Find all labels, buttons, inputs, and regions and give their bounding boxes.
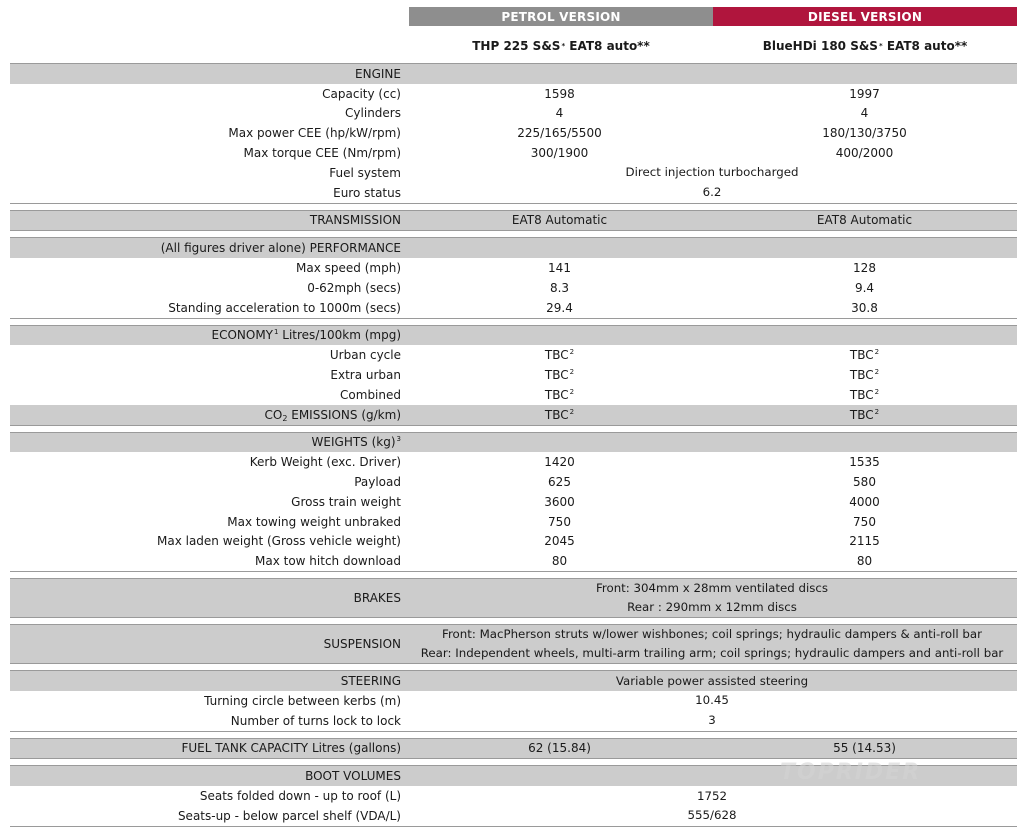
petrol-value — [407, 408, 712, 422]
petrol-value: 62 (15.84) — [528, 741, 591, 756]
petrol-value: 1598 — [544, 86, 575, 101]
spec-label: Max towing weight unbraked — [227, 514, 401, 529]
diesel-value: 80 — [856, 554, 873, 569]
transmission-heading: TRANSMISSION — [309, 213, 401, 228]
diesel-model-name: BlueHDi 180 S&S * EAT8 auto** — [762, 39, 968, 53]
co2-heading — [10, 408, 407, 422]
petrol-value: 225/165/5500 — [517, 126, 602, 141]
diesel-value — [712, 388, 1017, 402]
petrol-value: 80 — [551, 554, 568, 569]
shared-value: 6.2 — [702, 185, 722, 200]
footnote-sup: 3 — [396, 435, 401, 444]
weights-section — [10, 432, 1017, 573]
spec-row — [10, 143, 1017, 163]
brakes-row — [10, 579, 1017, 617]
spec-label: Max tow hitch download — [255, 554, 401, 569]
value-text: TBC — [849, 368, 874, 383]
spec-label: Kerb Weight (exc. Driver) — [249, 455, 401, 470]
spec-row — [10, 492, 1017, 512]
section-heading-row — [10, 433, 1017, 453]
spec-label: Number of turns lock to lock — [230, 713, 401, 728]
shared-value: 555/628 — [687, 808, 737, 823]
footnote-sup: 1 — [274, 328, 279, 337]
petrol-value: 8.3 — [549, 280, 570, 295]
spec-row — [10, 452, 1017, 472]
steering-section — [10, 670, 1017, 731]
petrol-value: 2045 — [544, 534, 575, 549]
spec-row — [10, 298, 1017, 318]
footnote-sup: 2 — [874, 407, 880, 416]
footnote-sup: 2 — [569, 348, 575, 357]
spec-row — [10, 278, 1017, 298]
diesel-value: 2115 — [849, 534, 880, 549]
boot-heading: BOOT VOLUMES — [305, 769, 401, 784]
shared-value: 1752 — [696, 788, 728, 803]
spec-row — [10, 84, 1017, 104]
co2-text-suffix: EMISSIONS (g/km) — [287, 407, 401, 422]
weights-heading — [10, 435, 407, 449]
brakes-front: Front: 304mm x 28mm ventilated discs — [595, 581, 829, 596]
petrol-value — [407, 348, 712, 362]
spec-label: 0-62mph (secs) — [307, 280, 401, 295]
shared-value: 10.45 — [695, 693, 729, 708]
economy-section — [10, 325, 1017, 426]
suspension-front: Front: MacPherson struts w/lower wishbones; coil springs; hydraulic dampers & anti-roll bar — [442, 627, 982, 642]
spec-row — [10, 365, 1017, 385]
diesel-version-header: DIESEL VERSION — [713, 7, 1017, 26]
suspension-heading: SUSPENSION — [323, 637, 401, 652]
diesel-value: 55 (14.53) — [833, 741, 896, 756]
petrol-value: 4 — [555, 106, 564, 121]
spec-label: Combined — [340, 387, 401, 402]
diesel-value: 1997 — [849, 86, 880, 101]
suspension-value — [407, 625, 1017, 663]
petrol-value: EAT8 Automatic — [511, 213, 608, 228]
spec-label: Urban cycle — [329, 348, 401, 363]
spec-row — [10, 532, 1017, 552]
co2-row — [10, 405, 1017, 425]
footnote-sup: 2 — [874, 387, 880, 396]
spec-row — [10, 512, 1017, 532]
transmission-section — [10, 210, 1017, 232]
suspension-rear: Rear: Independent wheels, multi-arm trailing arm; coil springs; hydraulic dampers and anti-roll bar — [420, 646, 1004, 661]
petrol-model-name: THP 225 S&S * EAT8 auto** — [472, 39, 650, 53]
footnote-sup: 2 — [874, 348, 880, 357]
value-text: TBC — [544, 368, 569, 383]
section-heading-row — [10, 671, 1017, 691]
economy-heading-text: ECONOMY — [211, 328, 273, 343]
footnote-sup: 2 — [569, 387, 575, 396]
suspension-row — [10, 625, 1017, 663]
spec-row — [10, 786, 1017, 806]
section-heading-row — [10, 739, 1017, 759]
diesel-value: 750 — [853, 514, 876, 529]
suspension-section — [10, 624, 1017, 664]
spec-label: Gross train weight — [291, 494, 401, 509]
fuel-tank-section — [10, 738, 1017, 760]
petrol-value — [407, 368, 712, 382]
engine-heading: ENGINE — [355, 66, 401, 81]
petrol-value — [407, 388, 712, 402]
diesel-model-suffix: EAT8 auto** — [886, 39, 968, 53]
spec-label: Standing acceleration to 1000m (secs) — [168, 300, 401, 315]
economy-heading-suffix: Litres/100km (mpg) — [278, 328, 401, 343]
petrol-value: 300/1900 — [530, 146, 589, 161]
co2-text: CO — [264, 407, 283, 422]
spec-label: Turning circle between kerbs (m) — [204, 693, 401, 708]
footnote-sup: 2 — [569, 368, 575, 377]
diesel-value: 128 — [853, 261, 876, 276]
diesel-value — [712, 408, 1017, 422]
engine-section — [10, 63, 1017, 204]
petrol-value: 625 — [548, 475, 571, 490]
spec-row — [10, 163, 1017, 183]
petrol-value: 3600 — [544, 494, 575, 509]
value-text: TBC — [544, 348, 569, 363]
spec-row — [10, 183, 1017, 203]
co2-sub: 2 — [282, 413, 288, 423]
diesel-value: 580 — [853, 475, 876, 490]
brakes-value — [407, 579, 1017, 617]
spec-label: Fuel system — [329, 165, 401, 180]
diesel-value: 4000 — [849, 494, 880, 509]
diesel-value: EAT8 Automatic — [816, 213, 913, 228]
value-text: TBC — [849, 348, 874, 363]
diesel-value: 30.8 — [851, 300, 878, 315]
section-heading-row — [10, 326, 1017, 346]
spec-label: Cylinders — [345, 106, 401, 121]
watermark: TOPRIDER — [780, 760, 922, 785]
value-text: TBC — [544, 387, 569, 402]
value-text: TBC — [849, 387, 874, 402]
spec-label: Max speed (mph) — [296, 261, 401, 276]
section-heading-row — [10, 211, 1017, 231]
spec-row — [10, 123, 1017, 143]
fuel-tank-heading: FUEL TANK CAPACITY Litres (gallons) — [181, 741, 401, 756]
performance-section — [10, 237, 1017, 318]
shared-value: 3 — [708, 713, 716, 728]
diesel-value: 4 — [860, 106, 869, 121]
petrol-value: 29.4 — [546, 300, 573, 315]
spec-row — [10, 711, 1017, 731]
brakes-heading: BRAKES — [353, 591, 401, 606]
specification-table — [10, 63, 1017, 833]
petrol-model-text: THP 225 S&S — [472, 39, 561, 53]
brakes-rear: Rear : 290mm x 12mm discs — [627, 600, 797, 615]
section-heading-row — [10, 238, 1017, 258]
spec-row — [10, 472, 1017, 492]
diesel-value — [712, 368, 1017, 382]
spec-row — [10, 104, 1017, 124]
petrol-version-header: PETROL VERSION — [409, 7, 713, 26]
footnote-sup: 2 — [874, 368, 880, 377]
spec-row — [10, 691, 1017, 711]
performance-heading: (All figures driver alone) PERFORMANCE — [160, 241, 401, 256]
spec-row — [10, 258, 1017, 278]
spec-row — [10, 345, 1017, 365]
diesel-value: 180/130/3750 — [822, 126, 907, 141]
spec-label: Payload — [354, 475, 401, 490]
spec-label: Max torque CEE (Nm/rpm) — [243, 146, 401, 161]
economy-heading — [10, 328, 407, 342]
weights-heading-text: WEIGHTS (kg) — [311, 435, 396, 450]
spec-label: Max power CEE (hp/kW/rpm) — [228, 126, 401, 141]
shared-value: Variable power assisted steering — [615, 673, 809, 688]
spec-label: Capacity (cc) — [322, 86, 401, 101]
petrol-value: 141 — [548, 261, 571, 276]
petrol-model-suffix: EAT8 auto** — [569, 39, 650, 53]
spec-row — [10, 551, 1017, 571]
diesel-model-text: BlueHDi 180 S&S — [762, 39, 878, 53]
diesel-value: 9.4 — [854, 280, 875, 295]
footnote-sup: 2 — [569, 407, 575, 416]
spec-label: Seats folded down - up to roof (L) — [199, 789, 401, 803]
spec-row — [10, 806, 1017, 826]
spec-row — [10, 385, 1017, 405]
value-text: TBC — [849, 407, 874, 422]
petrol-value: 1420 — [544, 455, 575, 470]
spec-label: Extra urban — [330, 368, 401, 383]
spec-label: Max laden weight (Gross vehicle weight) — [156, 534, 401, 549]
section-heading-row — [10, 64, 1017, 84]
spec-label: Seats-up - below parcel shelf (VDA/L) — [177, 808, 401, 823]
petrol-value: 750 — [548, 514, 571, 529]
brakes-section — [10, 578, 1017, 618]
steering-heading: STEERING — [340, 674, 401, 689]
spec-label: Euro status — [333, 185, 401, 200]
diesel-value: 400/2000 — [835, 146, 894, 161]
diesel-value: 1535 — [849, 455, 880, 470]
shared-value: Direct injection turbocharged — [625, 165, 799, 180]
value-text: TBC — [544, 407, 569, 422]
diesel-value — [712, 348, 1017, 362]
